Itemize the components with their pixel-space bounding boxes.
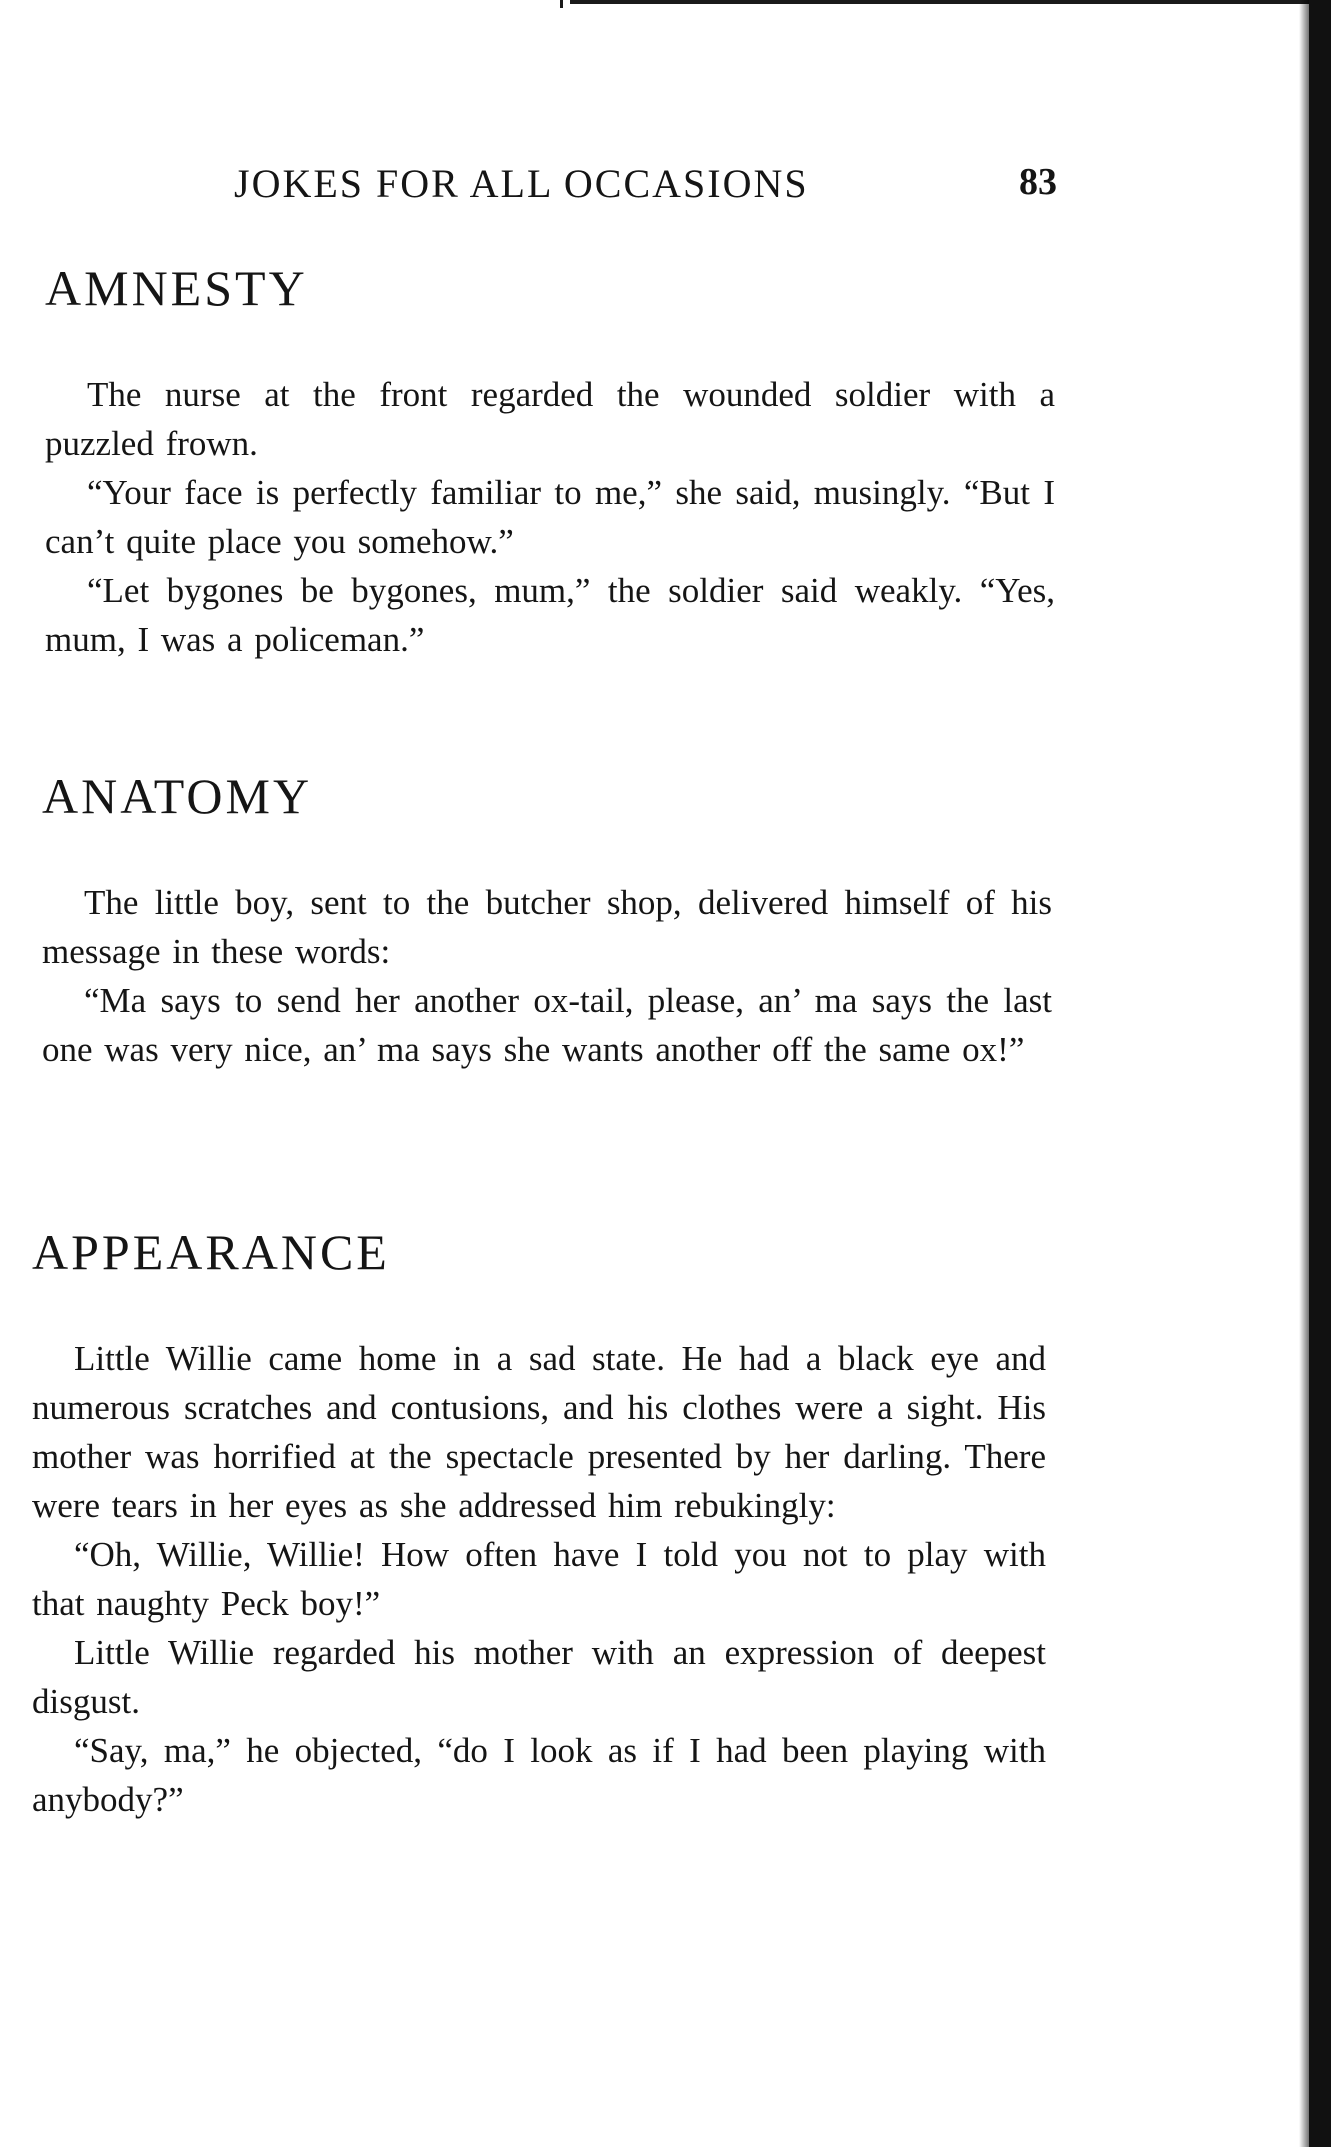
paragraph: The nurse at the front regarded the wounded soldier with a puzzled frown. bbox=[45, 375, 1055, 463]
running-title: JOKES FOR ALL OCCASIONS bbox=[234, 161, 809, 206]
paragraph: “Ma says to send her another ox-tail, please, an’ ma says the last one was very nice, an’ ma says she wants another off the same ox!” bbox=[42, 981, 1052, 1069]
section-appearance bbox=[32, 1222, 1046, 1824]
section-body bbox=[32, 1334, 1046, 1824]
paragraph: “Let bygones be bygones, mum,” the soldier said weakly. “Yes, mum, I was a policeman.” bbox=[45, 571, 1055, 659]
paragraph: Little Willie came home in a sad state. He had a black eye and numerous scratches and contusions, and his clothes were a sight. His mother was horrified at the spectacle presented by her darling. There were tears in her eyes as she addressed him rebukingly: bbox=[32, 1339, 1046, 1525]
section-anatomy bbox=[42, 766, 1052, 1074]
paragraph: “Say, ma,” he objected, “do I look as if I had been playing with anybody?” bbox=[32, 1731, 1046, 1819]
section-amnesty bbox=[45, 258, 1055, 664]
section-title: APPEARANCE bbox=[32, 1224, 390, 1280]
section-body bbox=[45, 370, 1055, 664]
scan-edge-mark bbox=[560, 0, 563, 8]
section-title: ANATOMY bbox=[42, 768, 313, 824]
scan-right-edge bbox=[1309, 0, 1331, 2147]
paragraph: “Your face is perfectly familiar to me,” she said, musingly. “But I can’t quite place you somehow.” bbox=[45, 473, 1055, 561]
scan-edge-shadow bbox=[1299, 0, 1309, 2147]
paragraph: The little boy, sent to the butcher shop, delivered himself of his message in these words: bbox=[42, 883, 1052, 971]
section-title: AMNESTY bbox=[45, 260, 308, 316]
paragraph: “Oh, Willie, Willie! How often have I told you not to play with that naughty Peck boy!” bbox=[32, 1535, 1046, 1623]
paragraph: Little Willie regarded his mother with an expression of deepest disgust. bbox=[32, 1633, 1046, 1721]
section-body bbox=[42, 878, 1052, 1074]
scan-top-edge bbox=[570, 0, 1310, 4]
page-number: 83 bbox=[1019, 161, 1057, 203]
running-head bbox=[200, 160, 1070, 210]
